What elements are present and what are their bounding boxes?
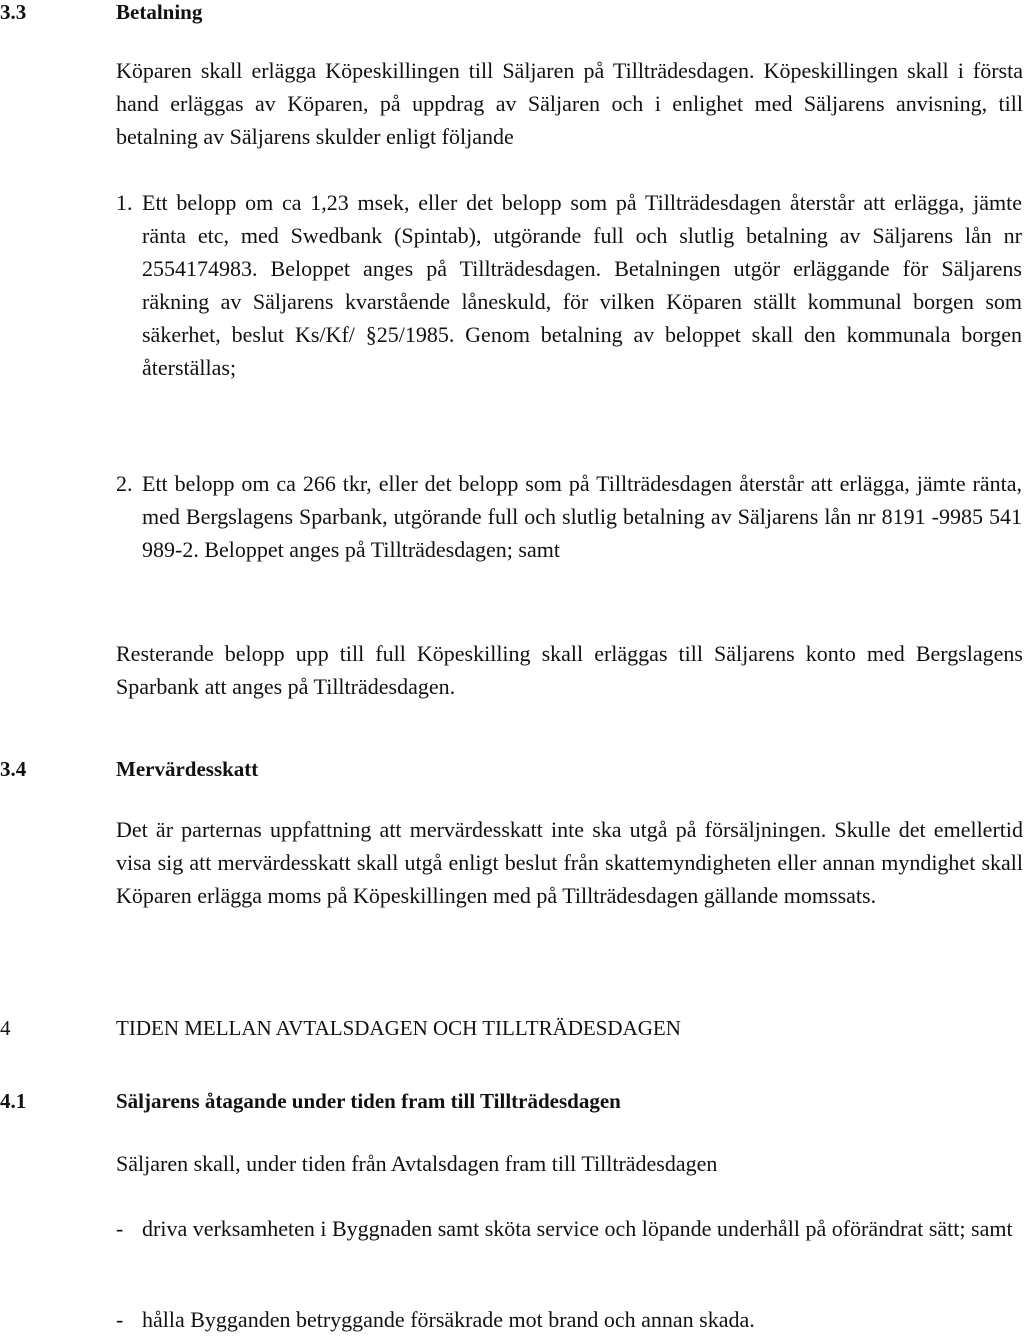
section-number: 4 [0,1016,11,1040]
list-marker: 1. [116,190,133,215]
section-heading: Mervärdesskatt [116,757,259,781]
list-item-text: Ett belopp om ca 266 tkr, eller det belopp som på Tillträdesdagen återstår att erlägga, jämte ränta, med Bergslagens Sparbank, utgörande full och slutlig betalning av Säljarens lån nr 8191 -9985 541 989-2. Beloppet anges på Tillträdesdagen; samt [142,471,1022,562]
section-number: 3.3 [0,0,27,24]
paragraph: Köparen skall erlägga Köpeskillingen till Säljaren på Tillträdesdagen. Köpeskillingen skall i första hand erläggas av Köparen, på uppdrag av Säljaren och i enlighet med Säljarens anvisning, till betalning av Säljarens skulder enligt följande [116,58,1023,149]
section-number: 4.1 [0,1089,27,1113]
paragraph: Det är parternas uppfattning att mervärdesskatt inte ska utgå på försäljningen. Skulle det emellertid visa sig att mervärdesskatt skall utgå enligt beslut från skattemyndigheten eller annan myndighet skall Köparen erlägga moms på Köpeskillingen med på Tillträdesdagen gällande momssats. [116,817,1023,908]
bullet-marker: - [116,1216,124,1241]
bullet-item-text: hålla Bygganden betryggande försäkrade mot brand och annan skada. [142,1307,755,1332]
bullet-item-text: driva verksamheten i Byggnaden samt sköta service och löpande underhåll på oförändrat sätt; samt [142,1216,1013,1241]
section-number: 3.4 [0,757,27,781]
bullet-marker: - [116,1307,124,1332]
list-marker: 2. [116,471,133,496]
section-heading: Säljarens åtagande under tiden fram till Tillträdesdagen [116,1089,621,1113]
section-heading: TIDEN MELLAN AVTALSDAGEN OCH TILLTRÄDESDAGEN [116,1016,681,1040]
paragraph: Säljaren skall, under tiden från Avtalsdagen fram till Tillträdesdagen [116,1151,718,1176]
paragraph: Resterande belopp upp till full Köpeskilling skall erläggas till Säljarens konto med Bergslagens Sparbank att anges på Tillträdesdagen. [116,641,1023,699]
section-heading: Betalning [116,0,203,24]
list-item-text: Ett belopp om ca 1,23 msek, eller det belopp som på Tillträdesdagen återstår att erlägga, jämte ränta etc, med Swedbank (Spintab), utgörande full och slutlig betalning av Säljarens lån nr 2554174983. Beloppet anges på Tillträdesdagen. Betalningen utgör erläggande för Säljarens räkning av Säljarens kvarstående låneskuld, för vilken Köparen ställt kommunal borgen som säkerhet, beslut Ks/Kf/ §25/1985. Genom betalning av beloppet skall den kommunala borgen återställas; [142,190,1022,380]
